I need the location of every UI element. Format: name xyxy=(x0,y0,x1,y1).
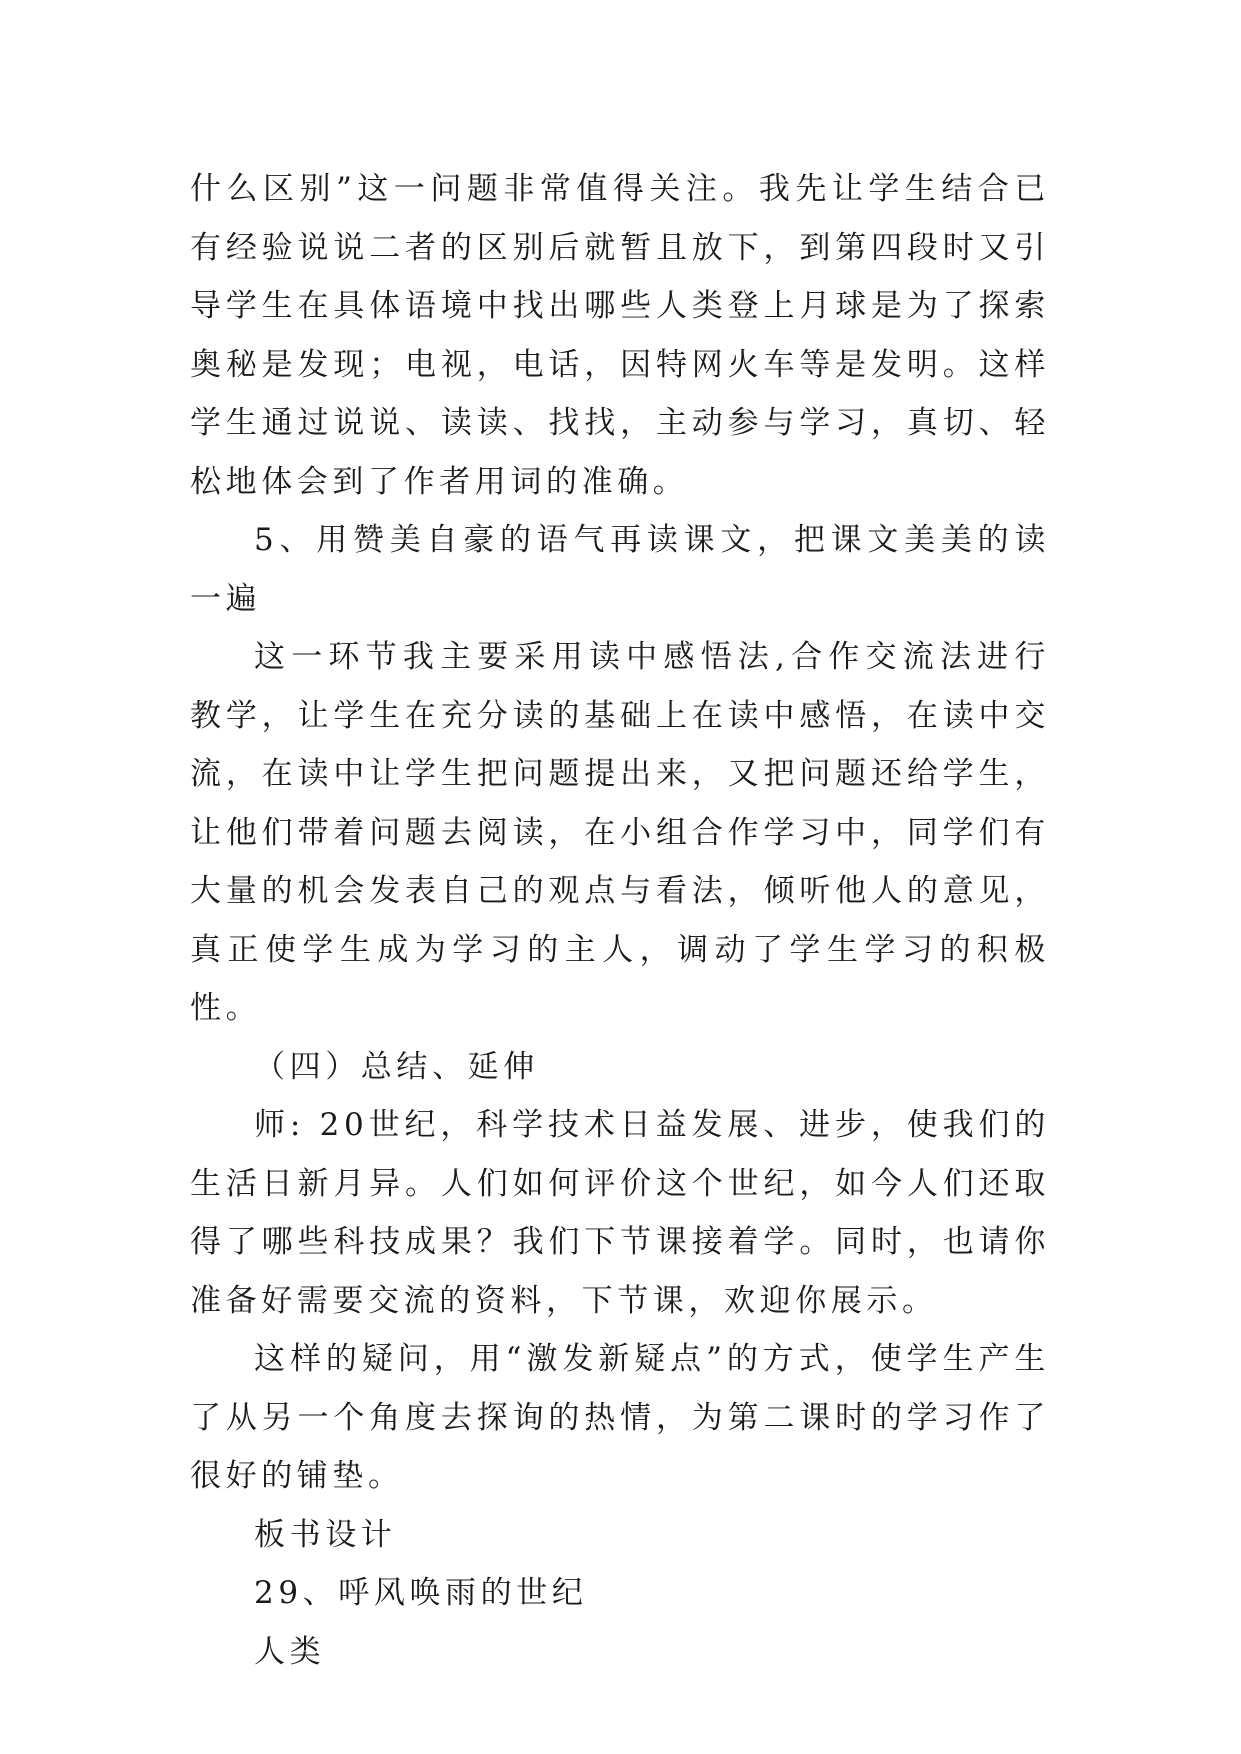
section-heading-summary: （四）总结、延伸 xyxy=(254,1048,539,1085)
paragraph-teaching-method: 这一环节我主要采用读中感悟法,合作交流法进行教学，让学生在充分读的基础上在读中感悟，在读中交流，在读中让学生把问题提出来，又把问题还给学生，让他们带着问题去阅读，在小组合作学习中，同学们有大量的机会发表自己的观点与看法，倾听他人的意见，真正使学生成为学习的主人，调动了学生学习的积极性。 xyxy=(190,639,1050,1026)
board-lesson-title: 29、呼风唤雨的世纪 xyxy=(254,1575,588,1611)
paragraph-teacher-speech: 师: 20世纪，科学技术日益发展、进步，使我们的生活日新月异。人们如何评价这个世纪，如今人们还取得了哪些科技成果？我们下节课接着学。同时，也请你准备好需要交流的资料，下节课，欢迎你展示。 xyxy=(190,1107,1050,1319)
paragraph-reflection: 这样的疑问，用“激发新疑点”的方式，使学生产生了从另一个角度去探询的热情，为第二课时的学习作了很好的铺垫。 xyxy=(190,1341,1050,1494)
board-item-humans: 人类 xyxy=(254,1633,326,1670)
paragraph-word-distinction: 什么区别”这一问题非常值得关注。我先让学生结合已有经验说说二者的区别后就暂且放下，到第四段时又引导学生在具体语境中找出哪些人类登上月球是为了探索奥秘是发现；电视，电话，因特网火车等是发明。这样学生通过说说、读读、找找，主动参与学习，真切、轻松地体会到了作者用词的准确。 xyxy=(190,171,1050,500)
document-page xyxy=(190,160,1050,1681)
heading-board-design: 板书设计 xyxy=(254,1516,397,1553)
paragraph-step-5: 5、用赞美自豪的语气再读课文，把课文美美的读一遍 xyxy=(190,522,1050,617)
